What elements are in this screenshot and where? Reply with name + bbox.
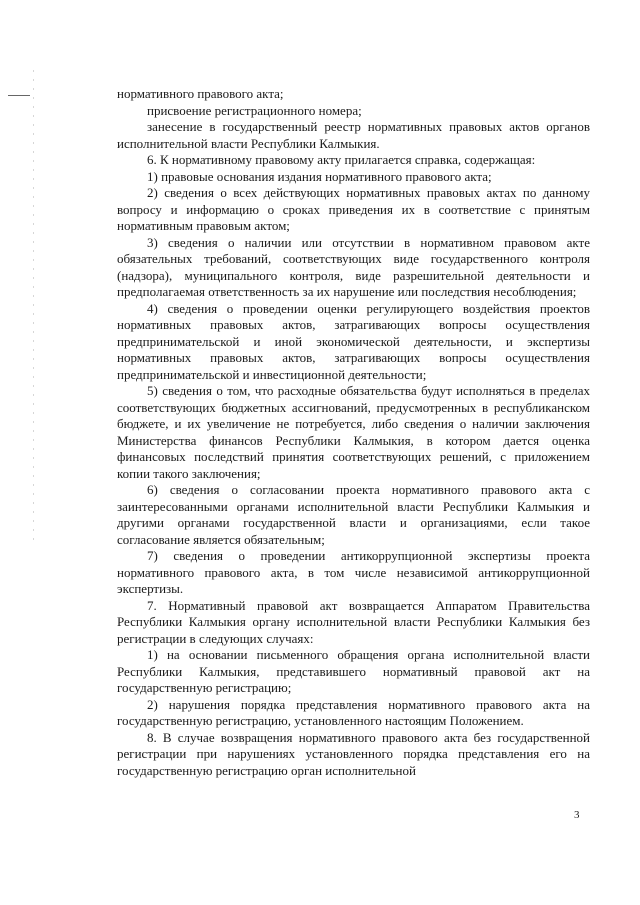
paragraph: 8. В случае возвращения нормативного правового акта без государственной регистрации при нарушениях установленного порядка представления его на государственную регистрацию орган исполнительной — [117, 729, 590, 778]
page-number: 3 — [574, 809, 580, 821]
list-item: 2) сведения о всех действующих нормативных правовых актах по данному вопросу и информацию о сроках приведения их в соответствие с принятым нормативным правовым актом; — [117, 185, 590, 233]
list-item: 3) сведения о наличии или отсутствии в нормативном правовом акте обязательных требований, соответствующих виде государственного контроля (надзора), муниципального контроля, виде разрешительной деятельности и предполагаемая ответственность за их нарушение или последствия несоблюдения; — [117, 234, 590, 299]
scan-margin-artifact — [33, 70, 34, 540]
paragraph: присвоение регистрационного номера; — [147, 102, 362, 118]
list-item: 1) на основании письменного обращения органа исполнительной власти Республики Калмыкия, представившего нормативный правовой акт на государственную регистрацию; — [117, 647, 590, 695]
body-text — [117, 86, 590, 779]
list-item: 6) сведения о согласовании проекта нормативного правового акта с заинтересованными органами исполнительной власти Республики Калмыкия и другими органами государственной власти и организациями, если такое согласование является обязательным; — [117, 482, 590, 547]
paragraph: 7. Нормативный правовой акт возвращается Аппаратом Правительства Республики Калмыкия органу исполнительной власти Республики Калмыкия без регистрации в следующих случаях: — [117, 597, 590, 646]
list-item: 2) нарушения порядка представления нормативного правового акта на государственную регистрацию, установленного настоящим Положением. — [117, 696, 590, 728]
paragraph: нормативного правового акта; — [117, 86, 284, 101]
list-item: 5) сведения о том, что расходные обязательства будут исполняться в пределах соответствующих бюджетных ассигнований, предусмотренных в республиканском бюджете, и их увеличение не потребуется, либо сведения о наличии заключения Министерства финансов Республики Калмыкия, в котором дается оценка финансовых последствий принятия соответствующих решений, с приложением копии такого заключения; — [117, 383, 590, 481]
paragraph: занесение в государственный реестр нормативных правовых актов органов исполнительной власти Республики Калмыкия. — [117, 119, 590, 151]
binding-margin-mark — [8, 95, 30, 96]
paragraph: 6. К нормативному правовому акту прилагается справка, содержащая: — [147, 152, 536, 167]
list-item: 7) сведения о проведении антикоррупционной экспертизы проекта нормативного правового акта, в том числе независимой антикоррупционной экспертизы. — [117, 548, 590, 596]
list-item: 4) сведения о проведении оценки регулирующего воздействия проектов нормативных правовых актов, затрагивающих вопросы осуществления предпринимательской и иной экономической деятельности, и экспертизы нормативных правовых актов, затрагивающих вопросы осуществления предпринимательской и инвестиционной деятельности; — [117, 300, 590, 382]
list-item: 1) правовые основания издания нормативного правового акта; — [147, 168, 492, 184]
